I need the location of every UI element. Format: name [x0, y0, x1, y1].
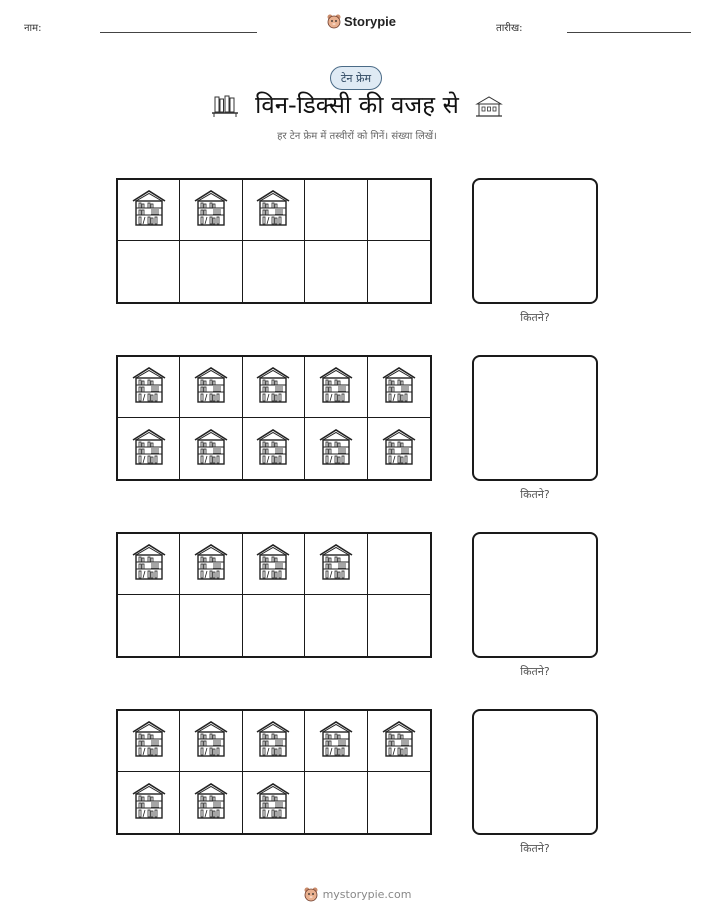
ten-frame-cell	[118, 711, 180, 772]
ten-frame-cell	[243, 534, 305, 595]
answer-box-3[interactable]	[472, 532, 598, 658]
library-building-icon	[255, 366, 291, 408]
ten-frame-cell	[305, 357, 367, 418]
instructions: हर टेन फ्रेम में तस्वीरों को गिनें। संख्या लिखें।	[277, 131, 437, 142]
ten-frame-cell	[305, 772, 367, 833]
library-building-icon	[381, 720, 417, 762]
library-building-icon	[131, 366, 167, 408]
ten-frame-cell	[118, 595, 180, 656]
ten-frame-1	[116, 178, 432, 304]
footer-url[interactable]: mystorypie.com	[322, 887, 412, 901]
ten-frame-cell	[243, 711, 305, 772]
ten-frame-cell	[180, 357, 242, 418]
library-building-icon	[193, 366, 229, 408]
ten-frame-3	[116, 532, 432, 658]
ten-frame-cell	[368, 711, 430, 772]
ten-frame-cell	[305, 711, 367, 772]
library-building-icon	[131, 189, 167, 231]
library-building-icon	[255, 428, 291, 470]
ten-frame-cell	[368, 595, 430, 656]
library-building-icon	[318, 428, 354, 470]
ten-frame-cell	[243, 595, 305, 656]
library-building-icon	[193, 189, 229, 231]
ten-frame-cell	[118, 241, 180, 302]
ten-frame-cell	[305, 180, 367, 241]
ten-frame-cell	[180, 534, 242, 595]
ten-frame-cell	[180, 180, 242, 241]
ten-frame-cell	[243, 418, 305, 479]
ten-frame-cell	[243, 357, 305, 418]
ten-frame-cell	[243, 180, 305, 241]
library-building-icon	[318, 366, 354, 408]
ten-frame-cell	[243, 241, 305, 302]
ten-frame-cell	[305, 595, 367, 656]
library-building-icon	[255, 543, 291, 585]
ten-frame-cell	[180, 418, 242, 479]
library-building-icon	[381, 428, 417, 470]
ten-frame-cell	[305, 534, 367, 595]
ten-frame-cell	[180, 241, 242, 302]
ten-frame-cell	[180, 595, 242, 656]
library-building-icon	[255, 189, 291, 231]
name-label: नाम:	[24, 23, 42, 34]
ten-frame-cell	[305, 418, 367, 479]
ten-frame-cell	[180, 711, 242, 772]
ten-frame-cell	[368, 418, 430, 479]
library-building-icon	[193, 543, 229, 585]
answer-label-1: कितने?	[520, 311, 550, 324]
ten-frame-cell	[118, 180, 180, 241]
ten-frame-cell	[118, 418, 180, 479]
library-building-icon	[131, 428, 167, 470]
ten-frame-cell	[118, 534, 180, 595]
ten-frame-4	[116, 709, 432, 835]
date-line[interactable]	[567, 32, 691, 33]
library-building-icon	[255, 782, 291, 824]
ten-frame-cell	[368, 180, 430, 241]
ten-frame-cell	[243, 772, 305, 833]
answer-label-2: कितने?	[520, 488, 550, 501]
library-building-icon	[255, 720, 291, 762]
ten-frame-cell	[368, 241, 430, 302]
ten-frame-cell	[368, 772, 430, 833]
brand-logo	[326, 13, 396, 29]
answer-label-4: कितने?	[520, 842, 550, 855]
library-icon	[474, 94, 504, 120]
library-building-icon	[193, 720, 229, 762]
page-title: विन-डिक्सी की वजह से	[255, 91, 459, 119]
topic-badge: टेन फ्रेम	[330, 66, 382, 90]
library-building-icon	[193, 428, 229, 470]
answer-box-2[interactable]	[472, 355, 598, 481]
library-building-icon	[131, 720, 167, 762]
name-line[interactable]	[100, 32, 257, 33]
ten-frame-cell	[368, 534, 430, 595]
answer-label-3: कितने?	[520, 665, 550, 678]
date-label: तारीख:	[496, 23, 523, 34]
ten-frame-cell	[305, 241, 367, 302]
library-building-icon	[131, 543, 167, 585]
answer-box-4[interactable]	[472, 709, 598, 835]
ten-frame-2	[116, 355, 432, 481]
ten-frame-cell	[368, 357, 430, 418]
ten-frame-cell	[118, 772, 180, 833]
ten-frame-cell	[118, 357, 180, 418]
library-building-icon	[381, 366, 417, 408]
storypie-mascot-icon	[303, 886, 319, 902]
library-building-icon	[318, 543, 354, 585]
library-building-icon	[131, 782, 167, 824]
footer	[0, 886, 714, 902]
library-building-icon	[318, 720, 354, 762]
brand-name: Storypie	[344, 13, 397, 29]
storypie-mascot-icon	[326, 13, 342, 29]
answer-box-1[interactable]	[472, 178, 598, 304]
ten-frame-cell	[180, 772, 242, 833]
library-building-icon	[193, 782, 229, 824]
